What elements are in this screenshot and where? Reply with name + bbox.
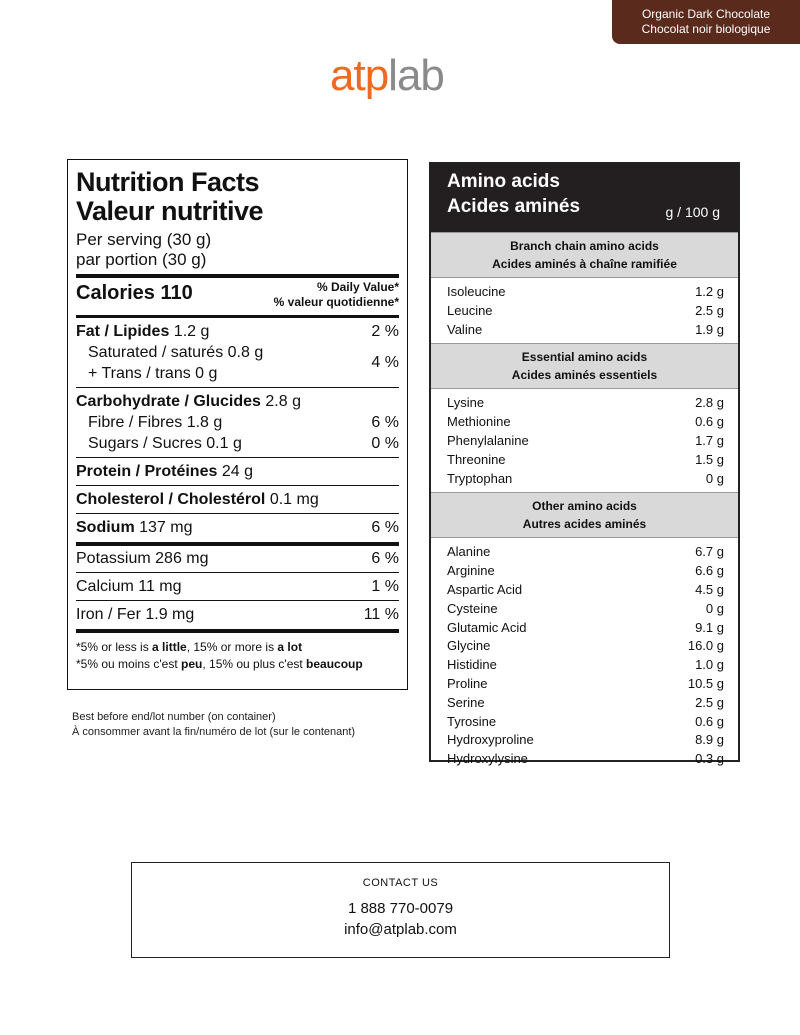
fat-value: 1.2 g bbox=[173, 323, 210, 340]
best-before-fr: À consommer avant la fin/numéro de lot (sur le contenant) bbox=[72, 726, 356, 738]
flavor-en: Organic Dark Chocolate bbox=[641, 7, 771, 21]
amino-name: Methionine bbox=[447, 414, 511, 430]
potassium-label: Potassium 286 mg bbox=[76, 550, 209, 567]
amino-row bbox=[447, 600, 724, 619]
carb-value: 2.8 g bbox=[265, 393, 301, 410]
amino-section-name-fr: Acides aminés essentiels bbox=[511, 368, 658, 383]
amino-row bbox=[447, 750, 724, 769]
daily-value-fr: % valeur quotidienne* bbox=[273, 295, 399, 309]
sugars-pct: 0 % bbox=[371, 435, 399, 452]
logo-lab: lab bbox=[388, 51, 444, 100]
amino-name: Tyrosine bbox=[447, 713, 497, 729]
logo-atp: atp bbox=[330, 51, 389, 100]
amino-row bbox=[447, 581, 724, 600]
amino-value: 6.7 g bbox=[695, 544, 724, 560]
divider bbox=[76, 315, 399, 318]
amino-row bbox=[447, 713, 724, 732]
amino-row bbox=[447, 543, 724, 562]
saturated-label: Saturated / saturés 0.8 g bbox=[88, 344, 264, 361]
amino-name: Phenylalanine bbox=[447, 432, 529, 448]
amino-name: Valine bbox=[447, 321, 483, 337]
amino-row bbox=[447, 619, 724, 638]
atplab-logo bbox=[330, 50, 444, 102]
divider bbox=[76, 513, 399, 514]
amino-section-name-en: Essential amino acids bbox=[521, 350, 648, 365]
amino-row bbox=[447, 675, 724, 694]
amino-value: 1.2 g bbox=[695, 284, 724, 299]
amino-list bbox=[431, 278, 738, 343]
cholesterol-value: 0.1 mg bbox=[269, 491, 319, 508]
amino-row bbox=[447, 637, 724, 656]
flavor-fr: Chocolat noir biologique bbox=[641, 22, 771, 36]
amino-value: 6.6 g bbox=[695, 563, 724, 579]
divider bbox=[76, 629, 399, 633]
fibre-row bbox=[76, 412, 399, 433]
protein-label: Protein / Protéines bbox=[76, 463, 218, 480]
amino-value: 2.5 g bbox=[695, 694, 724, 710]
sodium-value: 137 mg bbox=[139, 519, 193, 536]
amino-title-en: Amino acids bbox=[447, 171, 560, 192]
sodium-pct: 6 % bbox=[371, 519, 399, 536]
calories-row bbox=[76, 280, 399, 312]
iron-pct: 11 % bbox=[363, 606, 399, 623]
divider bbox=[76, 600, 399, 601]
carb-label: Carbohydrate / Glucides bbox=[76, 393, 261, 410]
amino-name: Threonine bbox=[447, 451, 506, 467]
amino-value: 1.0 g bbox=[695, 657, 724, 673]
amino-name: Leucine bbox=[447, 302, 493, 318]
amino-name: Isoleucine bbox=[447, 284, 506, 299]
divider bbox=[76, 274, 399, 278]
amino-value: 0.6 g bbox=[695, 713, 724, 729]
amino-name: Aspartic Acid bbox=[447, 581, 523, 597]
amino-name: Alanine bbox=[447, 544, 491, 560]
amino-value: 8.9 g bbox=[695, 732, 724, 748]
amino-name: Tryptophan bbox=[447, 470, 513, 486]
amino-header bbox=[431, 164, 738, 232]
amino-acids-table bbox=[429, 162, 740, 767]
amino-row bbox=[447, 432, 724, 451]
protein-row bbox=[76, 461, 399, 482]
calcium-row bbox=[76, 576, 399, 597]
amino-value: 1.7 g bbox=[695, 432, 724, 448]
potassium-pct: 6 % bbox=[371, 550, 399, 567]
amino-row bbox=[447, 656, 724, 675]
fat-row bbox=[76, 321, 399, 342]
amino-row bbox=[447, 283, 724, 302]
footnote-fr: *5% ou moins c'est peu, 15% ou plus c'est beaucoup bbox=[76, 657, 363, 671]
carb-row bbox=[76, 391, 399, 412]
amino-row bbox=[447, 413, 724, 432]
amino-row bbox=[447, 451, 724, 470]
amino-row bbox=[447, 321, 724, 340]
fat-pct: 2 % bbox=[371, 323, 399, 340]
amino-section-name-fr: Acides aminés à chaîne ramifiée bbox=[492, 257, 677, 271]
amino-name: Serine bbox=[447, 694, 485, 710]
fibre-pct: 6 % bbox=[371, 414, 399, 431]
contact-phone[interactable]: 1 888 770-0079 bbox=[347, 900, 454, 917]
amino-value: 9.1 g bbox=[695, 619, 724, 635]
cholesterol-row bbox=[76, 489, 399, 510]
sat-trans-pct: 4 % bbox=[371, 354, 399, 371]
amino-value: 0 g bbox=[705, 600, 724, 616]
amino-section-name-en: Branch chain amino acids bbox=[510, 239, 659, 253]
amino-name: Glutamic Acid bbox=[447, 619, 527, 635]
amino-value: 1.5 g bbox=[695, 451, 724, 467]
iron-label: Iron / Fer 1.9 mg bbox=[76, 606, 195, 623]
divider bbox=[76, 485, 399, 486]
amino-value: 2.5 g bbox=[695, 302, 724, 318]
flavor-tag bbox=[612, 0, 800, 44]
best-before-note bbox=[72, 710, 355, 740]
amino-row bbox=[447, 731, 724, 750]
amino-section-header bbox=[431, 343, 738, 389]
protein-value: 24 g bbox=[221, 463, 253, 480]
nutrition-facts-table bbox=[67, 159, 408, 690]
amino-row bbox=[447, 694, 724, 713]
cholesterol-label: Cholesterol / Cholestérol bbox=[76, 491, 266, 508]
nutrition-title-fr: Valeur nutritive bbox=[76, 196, 264, 226]
contact-email[interactable]: info@atplab.com bbox=[344, 921, 457, 938]
amino-list bbox=[431, 538, 738, 773]
divider bbox=[76, 572, 399, 573]
amino-section-name-en: Other amino acids bbox=[532, 499, 637, 514]
amino-section-header bbox=[431, 232, 738, 278]
amino-value: 10.5 g bbox=[687, 675, 724, 691]
iron-row bbox=[76, 604, 399, 625]
amino-value: 0.6 g bbox=[695, 414, 724, 430]
fibre-label: Fibre / Fibres 1.8 g bbox=[88, 414, 223, 431]
amino-row bbox=[447, 470, 724, 489]
amino-section-header bbox=[431, 492, 738, 538]
amino-value: 16.0 g bbox=[687, 638, 724, 654]
amino-unit: g / 100 g bbox=[665, 204, 720, 220]
daily-value-header bbox=[274, 280, 399, 310]
amino-name: Proline bbox=[447, 675, 488, 691]
amino-name: Lysine bbox=[447, 395, 485, 411]
amino-value: 2.8 g bbox=[695, 395, 724, 411]
trans-label: + Trans / trans 0 g bbox=[88, 365, 218, 382]
footnote bbox=[76, 639, 399, 673]
best-before-en: Best before end/lot number (on container) bbox=[72, 711, 276, 723]
saturated-trans-group bbox=[76, 342, 399, 384]
daily-value-en: % Daily Value* bbox=[316, 280, 399, 294]
amino-section-name-fr: Autres acides aminés bbox=[522, 517, 647, 532]
amino-name: Arginine bbox=[447, 563, 495, 579]
sugars-row bbox=[76, 433, 399, 454]
amino-row bbox=[447, 302, 724, 321]
amino-name: Histidine bbox=[447, 657, 497, 673]
contact-heading: CONTACT US bbox=[362, 877, 439, 889]
amino-value: 0 g bbox=[705, 470, 724, 486]
footnote-en: *5% or less is a little, 15% or more is a lot bbox=[76, 640, 303, 654]
nutrition-title-en: Nutrition Facts bbox=[76, 167, 260, 197]
sodium-row bbox=[76, 517, 399, 538]
amino-row bbox=[447, 394, 724, 413]
serving-size-en: Per serving (30 g) bbox=[76, 230, 212, 249]
amino-list bbox=[431, 389, 738, 492]
amino-value: 1.9 g bbox=[695, 321, 724, 337]
amino-title-fr: Acides aminés bbox=[447, 196, 581, 217]
amino-row bbox=[447, 562, 724, 581]
amino-value: 4.5 g bbox=[695, 581, 724, 597]
calories-label: Calories 110 bbox=[76, 282, 193, 304]
amino-name: Glycine bbox=[447, 638, 491, 654]
amino-name: Cysteine bbox=[447, 600, 498, 616]
serving-size-fr: par portion (30 g) bbox=[76, 250, 207, 269]
amino-sections bbox=[431, 232, 738, 773]
sodium-label: Sodium bbox=[76, 519, 135, 536]
divider bbox=[76, 457, 399, 458]
amino-value: 0.3 g bbox=[695, 751, 724, 767]
calcium-label: Calcium 11 mg bbox=[76, 578, 182, 595]
divider bbox=[76, 387, 399, 388]
amino-name: Hydroxyproline bbox=[447, 732, 534, 748]
contact-box bbox=[131, 862, 670, 958]
potassium-row bbox=[76, 548, 399, 569]
divider bbox=[76, 542, 399, 546]
sugars-label: Sugars / Sucres 0.1 g bbox=[88, 435, 242, 452]
amino-name: Hydroxylysine bbox=[447, 751, 528, 767]
calcium-pct: 1 % bbox=[371, 578, 399, 595]
fat-label: Fat / Lipides bbox=[76, 323, 170, 340]
